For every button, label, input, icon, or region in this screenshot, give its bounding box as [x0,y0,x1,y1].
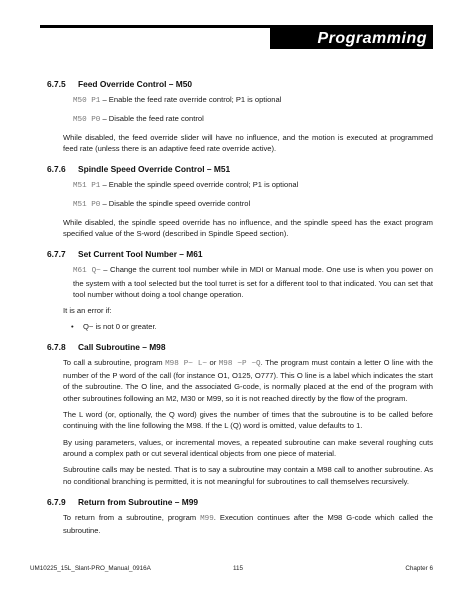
code-snippet: M99 [200,514,214,523]
code-snippet: M51 P1 [73,182,101,191]
chapter-label: Chapter 6 [405,565,433,572]
page-content [47,78,433,536]
section-heading-m51 [47,163,433,175]
text-run: To call a subroutine, program [63,357,166,367]
page-number: 115 [233,565,244,572]
error-intro: It is an error if: [63,306,112,316]
paragraph: While disabled, the feed override slider will have no influence, and the motion is executed at programmed feed rate (unless there is an adaptive feed rate override active). [63,132,433,153]
section-number: 6.7.6 [47,164,66,175]
section-heading-m99 [47,496,433,508]
list-item-text: Q~ is not 0 or greater. [83,321,157,331]
text-run: . The program must contain a letter O line with the number of the P word of the call (for instance O1, O125, O777). This O line is a label which indicates the start of the subroutine. The O line, and the associated G-code, is normally placed at the end of the program with other subroutines following an M2, M30 or M99, so it is not reached directly by the flow of the program. [63,357,433,403]
paragraph: By using parameters, values, or incremental moves, a repeated subroutine can make several roughing cuts around a complex path or cut several identical objects from one piece of material. [63,437,433,458]
command-line [73,198,433,211]
section-number: 6.7.5 [47,79,66,89]
code-snippet: M50 P1 [73,97,101,105]
section-title: Call Subroutine – M98 [78,341,166,352]
paragraph [73,264,433,300]
section-heading-m98 [47,341,433,353]
code-snippet: M98 ~P ~Q [218,359,261,368]
paragraph [63,357,433,404]
paragraph: Subroutine calls may be nested. That is to say a subroutine may contain a M98 call to another subroutine. As no conditional branching is permitted, it is not meaningful for subroutines to call themselves recursively. [63,465,433,486]
section-heading-m50 [47,78,433,90]
error-list [63,321,433,332]
command-desc: – Disable the spindle speed override control [100,199,251,209]
command-line [73,94,433,107]
header-banner [270,28,433,49]
paragraph [63,512,433,537]
command-line [73,179,433,192]
text-run: . Execution continues after the M98 G-code which called the subroutine. [63,512,433,536]
section-title: Return from Subroutine – M99 [78,496,199,507]
section-title: Feed Override Control – M50 [78,79,193,89]
command-desc: – Disable the feed rate control [100,114,204,124]
code-snippet: M51 P0 [73,201,101,210]
header-title: Programming [317,30,427,47]
section-number: 6.7.7 [47,249,66,260]
section-number: 6.7.8 [47,341,66,352]
paragraph: The L word (or, optionally, the Q word) gives the number of times that the subroutine is to be called before continuing with the line following the M98. If the L (Q) word is omitted, value defaults to 1. [63,410,433,431]
code-snippet: M50 P0 [73,116,101,125]
paragraph: While disabled, the spindle speed override has no influence, and the spindle speed has the exact program specified value of the S-word (described in Spindle Speed section). [63,217,433,239]
section-number: 6.7.9 [47,496,66,507]
section-heading-m61 [47,248,433,260]
section-title: Spindle Speed Override Control – M51 [78,164,231,175]
code-snippet: M98 P~ L~ [165,359,207,368]
bullet-icon: • [71,321,74,331]
code-snippet: M61 Q~ [73,267,101,276]
command-line [73,113,433,126]
section-title: Set Current Tool Number – M61 [78,249,203,260]
command-desc: – Change the current tool number while in MDI or Manual mode. One use is when you power on the system with a tool selected but the tool turret is set for a different tool to that indicated. You can set that tool number without doing a tool change operation. [73,265,433,299]
text-run: To return from a subroutine, program [63,512,201,522]
document-id: UM10225_15L_Slant-PRO_Manual_0916A [30,565,151,572]
text-run: or [206,357,219,367]
command-desc: – Enable the spindle speed override control; P1 is optional [100,180,299,190]
list-item [63,321,433,332]
command-desc: – Enable the feed rate override control; P1 is optional [100,95,282,104]
